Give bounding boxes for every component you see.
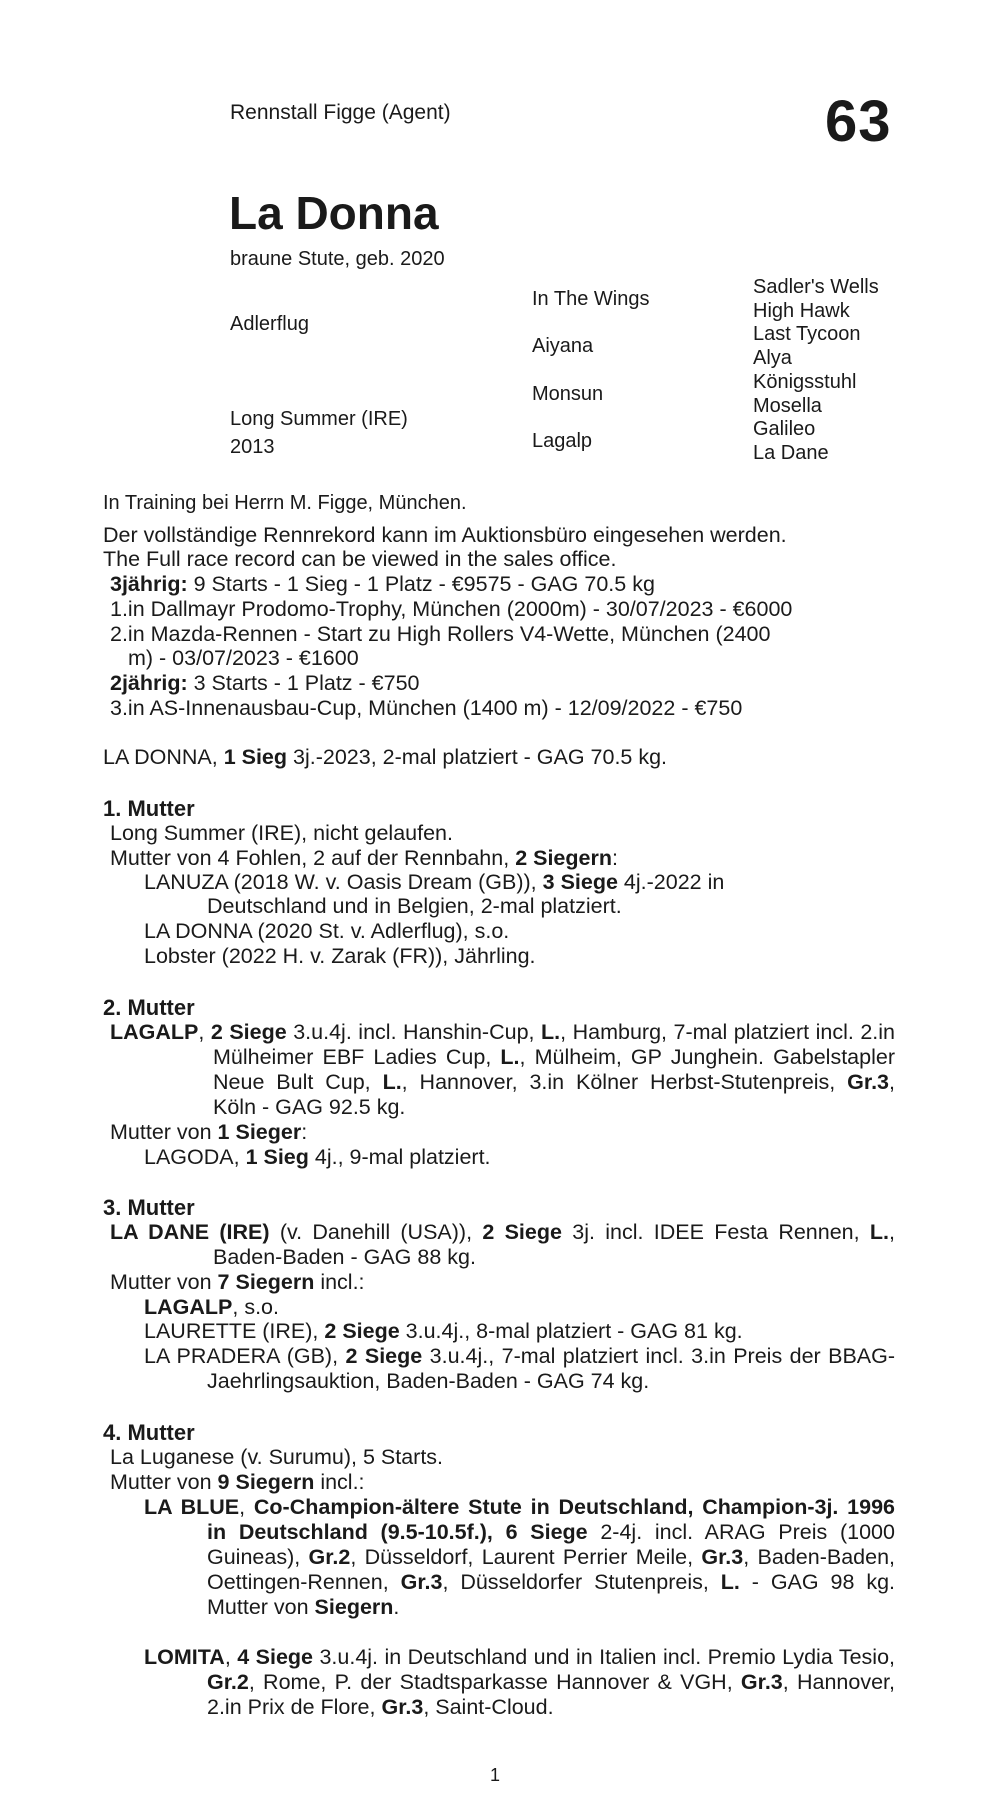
- horse-summary: LA DONNA, 1 Sieg 3j.-2023, 2-mal platziert - GAG 70.5 kg.: [103, 745, 668, 769]
- pedigree-g3: Last Tycoon: [753, 323, 861, 345]
- dam1-produce: Mutter von 4 Fohlen, 2 auf der Rennbahn, 2 Siegern:: [110, 846, 618, 870]
- pedigree-g2: Lagalp: [532, 430, 593, 452]
- record-3yo-race: 2.in Mazda-Rennen - Start zu High Rollers V4-Wette, München (2400: [110, 622, 771, 646]
- dam3-foal: LA PRADERA (GB), 2 Siege 3.u.4j., 7-mal platziert incl. 3.in Preis der BBAG-Jaehrlingsauktion, Baden-Baden - GAG 74 kg.: [144, 1344, 896, 1393]
- dam3-foal: LAURETTE (IRE), 2 Siege 3.u.4j., 8-mal platziert - GAG 81 kg.: [144, 1319, 743, 1343]
- dam4-line: La Luganese (v. Surumu), 5 Starts.: [110, 1445, 444, 1469]
- training-info: In Training bei Herrn M. Figge, München.: [103, 492, 467, 514]
- pedigree-g3: La Dane: [753, 442, 829, 464]
- record-2yo-summary: 2jährig: 3 Starts - 1 Platz - €750: [110, 671, 420, 695]
- dam1-line: Long Summer (IRE), nicht gelaufen.: [110, 821, 453, 845]
- dam3-entry: LA DANE (IRE) (v. Danehill (USA)), 2 Siege 3j. incl. IDEE Festa Rennen, L., Baden-Baden - GAG 88 kg.: [110, 1220, 896, 1269]
- pedigree-g3: Galileo: [753, 418, 816, 440]
- dam1-foal-cont: Deutschland und in Belgien, 2-mal platziert.: [207, 894, 622, 918]
- dam1-foal: LANUZA (2018 W. v. Oasis Dream (GB)), 3 Siege 4j.-2022 in: [144, 870, 725, 894]
- pedigree-g2: Aiyana: [532, 335, 594, 357]
- record-2yo-race: 3.in AS-Innenausbau-Cup, München (1400 m) - 12/09/2022 - €750: [110, 696, 743, 720]
- dam1-foal: Lobster (2022 H. v. Zarak (FR)), Jährling.: [144, 944, 536, 968]
- record-2yo-label: 2jährig:: [110, 671, 188, 695]
- pedigree-dam: Long Summer (IRE): [230, 408, 408, 430]
- pedigree-g3: Mosella: [753, 395, 822, 417]
- dam3-foal: LAGALP, s.o.: [144, 1295, 279, 1319]
- pedigree-dam-year: 2013: [230, 436, 275, 458]
- pedigree-g3: High Hawk: [753, 300, 850, 322]
- pedigree-g3: Königsstuhl: [753, 371, 857, 393]
- dam2-heading: 2. Mutter: [103, 995, 195, 1020]
- consignor: Rennstall Figge (Agent): [230, 101, 451, 124]
- dam1-heading: 1. Mutter: [103, 796, 195, 821]
- record-3yo-race: 1.in Dallmayr Prodomo-Trophy, München (2000m) - 30/07/2023 - €6000: [110, 597, 793, 621]
- dam3-produce: Mutter von 7 Siegern incl.:: [110, 1270, 365, 1294]
- pedigree-g3: Sadler's Wells: [753, 276, 879, 298]
- dam4-produce: Mutter von 9 Siegern incl.:: [110, 1470, 365, 1494]
- record-note-en: The Full race record can be viewed in the sales office.: [103, 547, 617, 571]
- record-note-de: Der vollständige Rennrekord kann im Auktionsbüro eingesehen werden.: [103, 523, 787, 547]
- record-3yo-race-cont: m) - 03/07/2023 - €1600: [128, 646, 359, 670]
- pedigree-g2: Monsun: [532, 383, 604, 405]
- record-3yo-label: 3jährig:: [110, 572, 188, 596]
- horse-description: braune Stute, geb. 2020: [230, 248, 445, 270]
- dam2-produce: Mutter von 1 Sieger:: [110, 1120, 308, 1144]
- dam4-foal: LA BLUE, Co-Champion-ältere Stute in Deutschland, Champion-3j. 1996 in Deutschland (9.5-10.5f.), 6 Siege 2-4j. incl. ARAG Preis (1000 Guineas), Gr.2, Düsseldorf, Laurent Perrier Meile, Gr.3, Baden-Baden, Oettingen-Rennen, Gr.3, Düsseldorfer Stutenpreis, L. - GAG 98 kg. Mutter von Siegern.: [144, 1495, 896, 1619]
- lot-number: 63: [825, 89, 892, 154]
- page-number: 1: [490, 1765, 501, 1785]
- horse-name: La Donna: [229, 187, 439, 239]
- dam1-foal: LA DONNA (2020 St. v. Adlerflug), s.o.: [144, 919, 510, 943]
- dam3-heading: 3. Mutter: [103, 1195, 195, 1220]
- pedigree-sire: Adlerflug: [230, 313, 309, 335]
- record-3yo-summary: 3jährig: 9 Starts - 1 Sieg - 1 Platz - €9575 - GAG 70.5 kg: [110, 572, 655, 596]
- dam2-foal: LAGODA, 1 Sieg 4j., 9-mal platziert.: [144, 1145, 491, 1169]
- dam4-foal: LOMITA, 4 Siege 3.u.4j. in Deutschland und in Italien incl. Premio Lydia Tesio, Gr.2, Rome, P. der Stadtsparkasse Hannover & VGH, Gr.3, Hannover, 2.in Prix de Flore, Gr.3, Saint-Cloud.: [144, 1645, 896, 1719]
- pedigree-g3: Alya: [753, 347, 792, 369]
- pedigree-g2: In The Wings: [532, 288, 650, 310]
- dam2-entry: LAGALP, 2 Siege 3.u.4j. incl. Hanshin-Cup, L., Hamburg, 7-mal platziert incl. 2.in Mülheimer EBF Ladies Cup, L., Mülheim, GP Junghein. Gabelstapler Neue Bult Cup, L., Hannover, 3.in Kölner Herbst-Stutenpreis, Gr.3, Köln - GAG 92.5 kg.: [110, 1020, 896, 1119]
- dam4-heading: 4. Mutter: [103, 1420, 195, 1445]
